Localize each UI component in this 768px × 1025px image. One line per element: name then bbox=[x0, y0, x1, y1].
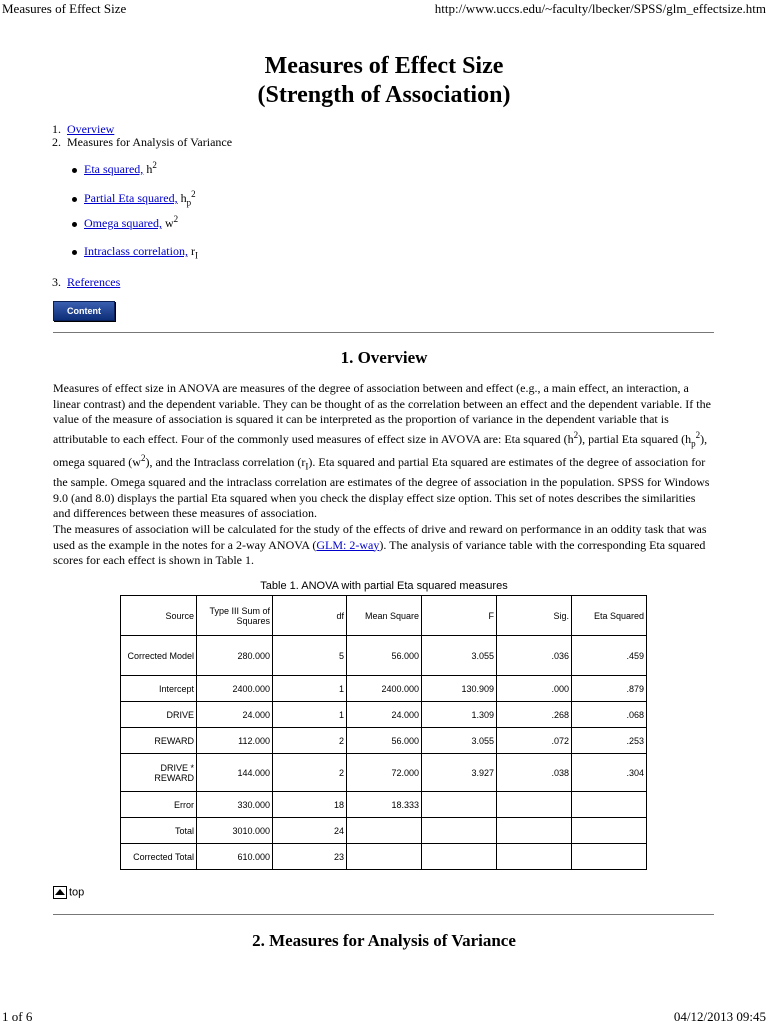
list-item-eta-squared bbox=[72, 160, 157, 177]
table-cell: .304 bbox=[572, 754, 647, 792]
list-item-intraclass-correlation bbox=[72, 244, 198, 260]
table-cell bbox=[497, 844, 572, 870]
table-cell: 2 bbox=[273, 754, 347, 792]
divider bbox=[53, 332, 714, 333]
table-row bbox=[121, 702, 647, 728]
table-cell: 3.927 bbox=[422, 754, 497, 792]
table-cell bbox=[497, 818, 572, 844]
text-run: The measures of association will be calculated for the study of the effects of drive and reward on performance in an oddity task that was used as the example in the notes for a 2-way ANOVA ( bbox=[53, 522, 707, 552]
bullet-icon bbox=[72, 197, 77, 202]
row-source-cell: DRIVE bbox=[121, 702, 197, 728]
table-cell: 18.333 bbox=[347, 792, 422, 818]
subscript: p bbox=[186, 197, 192, 208]
link-intraclass-correlation[interactable]: Intraclass correlation, bbox=[84, 244, 188, 258]
table-cell: 23 bbox=[273, 844, 347, 870]
table-cell: .036 bbox=[497, 636, 572, 676]
toc-item-measures bbox=[52, 136, 232, 149]
link-glm-2-way[interactable]: GLM: 2-way bbox=[316, 537, 380, 552]
toc-number: 3. bbox=[52, 275, 61, 289]
column-header: df bbox=[273, 596, 347, 636]
table-cell: 3.055 bbox=[422, 728, 497, 754]
symbol: w bbox=[164, 216, 174, 230]
table-cell: 24.000 bbox=[197, 702, 273, 728]
table-cell: 3.055 bbox=[422, 636, 497, 676]
toc-number: 2. bbox=[52, 135, 61, 149]
table-cell: 5 bbox=[273, 636, 347, 676]
toc-item-references bbox=[52, 276, 120, 289]
overview-paragraph-2 bbox=[53, 522, 713, 569]
link-eta-squared[interactable]: Eta squared, bbox=[84, 162, 144, 176]
table-cell: 56.000 bbox=[347, 636, 422, 676]
print-header-title: Measures of Effect Size bbox=[2, 1, 127, 16]
symbol: h bbox=[180, 191, 187, 205]
table-header-row bbox=[121, 596, 647, 636]
superscript: 2 bbox=[173, 214, 179, 224]
text-run: ). Eta squared and partial Eta squared are estimates of the degree of association for the sample. Omega squared and the intraclass correlation are estimates of the degree of association in the population. SPSS for Windows 9.0 (and 8.0) displays the partial Eta squared when you check the display effect size option. This set of notes describes the similarities and differences between these measures of association. bbox=[53, 455, 710, 521]
column-header: F bbox=[422, 596, 497, 636]
column-header: Eta Squared bbox=[572, 596, 647, 636]
table-cell: 2 bbox=[273, 728, 347, 754]
table-cell: 1 bbox=[273, 676, 347, 702]
bullet-icon bbox=[72, 250, 77, 255]
table-row bbox=[121, 792, 647, 818]
table-cell: .072 bbox=[497, 728, 572, 754]
table-caption: Table 1. ANOVA with partial Eta squared measures bbox=[260, 580, 508, 592]
table-row bbox=[121, 636, 647, 676]
table-cell: 2400.000 bbox=[197, 676, 273, 702]
table-cell: 280.000 bbox=[197, 636, 273, 676]
list-item-partial-eta-squared bbox=[72, 189, 196, 207]
link-omega-squared[interactable]: Omega squared, bbox=[84, 216, 162, 230]
table-cell: 72.000 bbox=[347, 754, 422, 792]
superscript: 2 bbox=[695, 429, 701, 440]
section-heading-overview: 1. Overview bbox=[340, 348, 428, 367]
superscript: 2 bbox=[140, 453, 146, 464]
overview-paragraph-1 bbox=[53, 381, 713, 522]
row-source-cell: Error bbox=[121, 792, 197, 818]
table-cell bbox=[572, 818, 647, 844]
table-cell: 144.000 bbox=[197, 754, 273, 792]
symbol: r bbox=[190, 244, 195, 258]
table-cell: 24 bbox=[273, 818, 347, 844]
toc-link-overview[interactable]: Overview bbox=[67, 122, 115, 136]
content-button[interactable]: Content bbox=[53, 301, 115, 321]
column-header: Source bbox=[121, 596, 197, 636]
top-link-label: top bbox=[69, 886, 85, 899]
table-cell: .268 bbox=[497, 702, 572, 728]
anova-table bbox=[120, 595, 647, 870]
table-cell: .253 bbox=[572, 728, 647, 754]
top-link[interactable] bbox=[53, 886, 84, 899]
toc-number: 1. bbox=[52, 122, 61, 136]
table-cell bbox=[422, 844, 497, 870]
superscript: 2 bbox=[191, 189, 196, 199]
table-cell: .000 bbox=[497, 676, 572, 702]
row-source-cell: Intercept bbox=[121, 676, 197, 702]
table-cell: .068 bbox=[572, 702, 647, 728]
table-cell: 56.000 bbox=[347, 728, 422, 754]
list-item-omega-squared bbox=[72, 214, 178, 231]
text-run: ), and the Intraclass correlation (r bbox=[145, 455, 306, 470]
table-cell: 130.909 bbox=[422, 676, 497, 702]
symbol: h bbox=[146, 162, 153, 176]
print-footer-datetime: 04/12/2013 09:45 bbox=[673, 1009, 766, 1024]
text-run: ), partial Eta squared (h bbox=[578, 431, 692, 446]
subscript: I bbox=[194, 250, 198, 261]
table-cell: 2400.000 bbox=[347, 676, 422, 702]
column-header: Sig. bbox=[497, 596, 572, 636]
table-cell bbox=[347, 844, 422, 870]
table-cell: .038 bbox=[497, 754, 572, 792]
superscript: 2 bbox=[573, 429, 579, 440]
subscript: p bbox=[691, 437, 696, 448]
toc-label-measures: Measures for Analysis of Variance bbox=[67, 135, 233, 149]
column-header: Mean Square bbox=[347, 596, 422, 636]
divider bbox=[53, 914, 714, 915]
superscript: 2 bbox=[152, 160, 157, 170]
text-run: ), omega squared (w bbox=[53, 431, 708, 470]
table-row bbox=[121, 818, 647, 844]
text-run: ). The analysis of variance table with the corresponding Eta squared scores for each effect is shown in Table 1. bbox=[53, 537, 706, 567]
table-cell: 1.309 bbox=[422, 702, 497, 728]
section-heading-measures: 2. Measures for Analysis of Variance bbox=[252, 931, 516, 950]
page-title bbox=[0, 52, 768, 110]
bullet-icon bbox=[72, 168, 77, 173]
row-source-cell: Corrected Total bbox=[121, 844, 197, 870]
table-cell: .459 bbox=[572, 636, 647, 676]
table-cell: 18 bbox=[273, 792, 347, 818]
table-cell bbox=[422, 792, 497, 818]
table-row bbox=[121, 754, 647, 792]
table-cell: 3010.000 bbox=[197, 818, 273, 844]
row-source-cell: DRIVE * REWARD bbox=[121, 754, 197, 792]
table-cell bbox=[422, 818, 497, 844]
arrow-up-icon bbox=[53, 886, 67, 899]
bullet-icon bbox=[72, 222, 77, 227]
title-line-2: (Strength of Association) bbox=[257, 82, 511, 108]
table-cell: 330.000 bbox=[197, 792, 273, 818]
table-row bbox=[121, 844, 647, 870]
table-cell bbox=[572, 844, 647, 870]
table-cell bbox=[497, 792, 572, 818]
table-cell: 610.000 bbox=[197, 844, 273, 870]
table-cell bbox=[572, 792, 647, 818]
table-cell: 24.000 bbox=[347, 702, 422, 728]
table-row bbox=[121, 676, 647, 702]
title-line-1: Measures of Effect Size bbox=[264, 53, 504, 79]
table-cell bbox=[347, 818, 422, 844]
table-cell: 112.000 bbox=[197, 728, 273, 754]
row-source-cell: REWARD bbox=[121, 728, 197, 754]
column-header: Type III Sum of Squares bbox=[197, 596, 273, 636]
text-run: Measures of effect size in ANOVA are measures of the degree of association between and effect (e.g., a main effect, an interaction, a linear contrast) and the dependent variable. They can be thought of as the correlation between an effect and the dependent variable. If the value of the measure of association is squared it can be interpreted as the proportion of variance in the dependent variable that is attributable to each effect. Four of the commonly used measures of effect size in AVOVA are: Eta squared (h bbox=[53, 381, 711, 446]
subscript: I bbox=[305, 461, 309, 472]
print-header-url: http://www.uccs.edu/~faculty/lbecker/SPSS/glm_effectsize.htm bbox=[434, 1, 766, 16]
link-partial-eta-squared[interactable]: Partial Eta squared, bbox=[84, 191, 178, 205]
row-source-cell: Corrected Model bbox=[121, 636, 197, 676]
table-cell: 1 bbox=[273, 702, 347, 728]
table-cell: .879 bbox=[572, 676, 647, 702]
row-source-cell: Total bbox=[121, 818, 197, 844]
print-footer-page: 1 of 6 bbox=[2, 1009, 33, 1024]
toc-link-references[interactable]: References bbox=[67, 275, 121, 289]
table-row bbox=[121, 728, 647, 754]
